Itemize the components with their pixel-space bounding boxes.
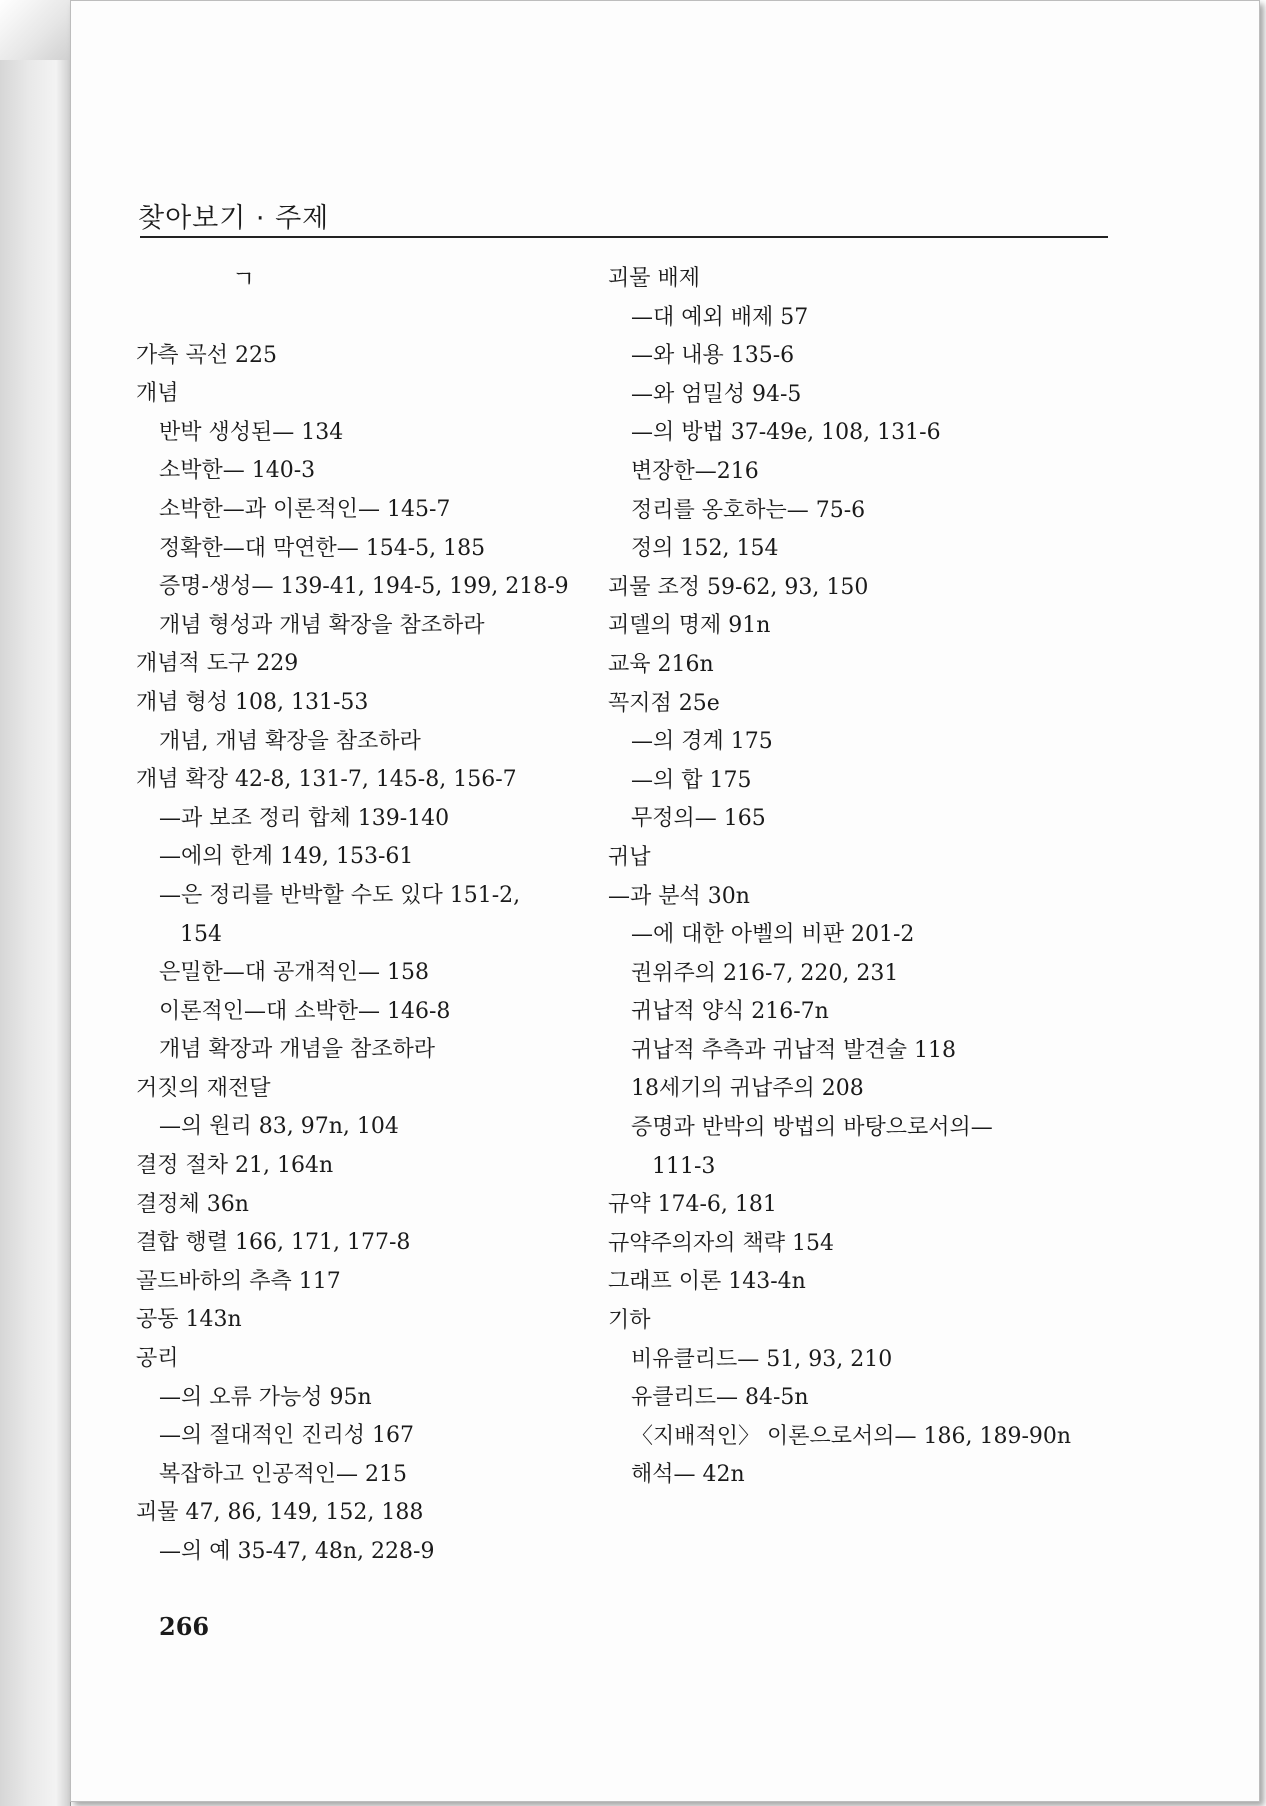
- index-entry: 기하: [608, 1308, 651, 1334]
- index-section-letter: ㄱ: [232, 265, 256, 293]
- index-entry: 골드바하의 추측 117: [136, 1268, 341, 1294]
- index-subentry: —은 정리를 반박할 수도 있다 151-2,: [159, 882, 521, 908]
- index-entry: 규약주의자의 책략 154: [608, 1230, 834, 1256]
- index-subentry: 이론적인—대 소박한— 146-8: [159, 998, 451, 1024]
- index-subentry: —에 대한 아벨의 비판 201-2: [631, 922, 915, 948]
- index-subentry: 소박한—과 이론적인— 145-7: [159, 496, 451, 522]
- index-subentry: 〈지배적인〉 이론으로서의— 186, 189-90n: [631, 1423, 1072, 1449]
- index-entry: 결정체 36n: [136, 1191, 249, 1217]
- index-subentry: 111-3: [652, 1153, 716, 1179]
- index-subentry: 154: [180, 921, 222, 947]
- index-subentry: —과 보조 정리 합체 139-140: [159, 805, 450, 831]
- index-subentry: 복잡하고 인공적인— 215: [159, 1461, 407, 1487]
- index-subentry: 증명과 반박의 방법의 바탕으로서의—: [631, 1115, 993, 1141]
- index-subentry: 권위주의 216-7, 220, 231: [631, 960, 899, 986]
- page-number: 266: [159, 1612, 210, 1641]
- index-subentry: 비유클리드— 51, 93, 210: [631, 1346, 893, 1372]
- index-subentry: 정확한—대 막연한— 154-5, 185: [159, 535, 486, 561]
- index-entry: 개념 형성 108, 131-53: [136, 689, 369, 715]
- index-entry: 공리: [136, 1346, 179, 1372]
- index-entry: 그래프 이론 143-4n: [608, 1269, 806, 1295]
- index-entry: 괴물 배제: [608, 266, 701, 291]
- index-column-left: [136, 260, 656, 1572]
- index-subentry: —의 방법 37-49e, 108, 131-6: [631, 420, 941, 446]
- index-subentry: 개념 확장과 개념을 참조하라: [159, 1037, 436, 1063]
- index-entry: 개념적 도구 229: [136, 651, 299, 677]
- index-subentry: 증명-생성— 139-41, 194-5, 199, 218-9: [159, 574, 569, 600]
- index-subentry: —에의 한계 149, 153-61: [159, 844, 414, 870]
- index-subentry: 18세기의 귀납주의 208: [631, 1076, 864, 1102]
- index-subentry: —의 경계 175: [631, 729, 773, 755]
- index-subentry: 개념, 개념 확장을 참조하라: [159, 728, 421, 754]
- index-subentry: 반박 생성된— 134: [159, 419, 344, 445]
- index-subentry: —의 오류 가능성 95n: [159, 1384, 372, 1410]
- index-entry: 개념 확장 42-8, 131-7, 145-8, 156-7: [136, 767, 517, 793]
- index-subentry: —의 절대적인 진리성 167: [159, 1423, 414, 1449]
- index-subentry: 은밀한—대 공개적인— 158: [159, 960, 429, 986]
- index-subentry: 해석— 42n: [631, 1462, 745, 1488]
- index-entry: 규약 174-6, 181: [608, 1192, 777, 1218]
- index-entry: 귀납: [608, 844, 651, 870]
- book-side-pages: [0, 0, 71, 1806]
- index-subentry: —의 예 35-47, 48n, 228-9: [159, 1539, 435, 1564]
- index-entry: 개념: [136, 381, 179, 407]
- index-entry: 괴물 47, 86, 149, 152, 188: [136, 1500, 424, 1526]
- index-entry: 교육 216n: [608, 651, 714, 677]
- index-subentry: 개념 형성과 개념 확장을 참조하라: [159, 612, 485, 638]
- header-rule: [140, 236, 1108, 238]
- index-subentry: —와 엄밀성 94-5: [631, 381, 802, 407]
- index-subentry: —와 내용 135-6: [631, 343, 795, 369]
- running-head: 찾아보기 · 주제: [138, 203, 330, 234]
- index-subentry: 소박한— 140-3: [159, 458, 316, 484]
- index-entry: 공동 143n: [136, 1307, 242, 1333]
- index-subentry: —대 예외 배제 57: [631, 304, 809, 330]
- book-corner: [0, 0, 70, 60]
- index-subentry: 귀납적 양식 216-7n: [631, 999, 829, 1025]
- index-subentry: 유클리드— 84-5n: [631, 1385, 809, 1411]
- index-subentry: 귀납적 추측과 귀납적 발견술 118: [631, 1037, 956, 1063]
- index-column-right: [608, 260, 1128, 1495]
- index-subentry: 변장한—216: [631, 458, 759, 484]
- index-subentry: 정의 152, 154: [631, 536, 779, 562]
- index-subentry: —의 원리 83, 97n, 104: [159, 1114, 399, 1140]
- index-entry: 결정 절차 21, 164n: [136, 1153, 334, 1179]
- index-entry: 괴델의 명제 91n: [608, 613, 771, 639]
- index-entry: 가측 곡선 225: [136, 342, 277, 368]
- index-entry: 거짓의 재전달: [136, 1075, 271, 1101]
- index-entry: 결합 행렬 166, 171, 177-8: [136, 1230, 411, 1256]
- index-subentry: 정리를 옹호하는— 75-6: [631, 497, 866, 523]
- index-entry: —과 분석 30n: [608, 883, 750, 909]
- index-subentry: 무정의— 165: [631, 806, 766, 832]
- index-entry: 괴물 조정 59-62, 93, 150: [608, 574, 869, 600]
- index-entry: 꼭지점 25e: [608, 690, 720, 716]
- index-subentry: —의 합 175: [631, 767, 752, 793]
